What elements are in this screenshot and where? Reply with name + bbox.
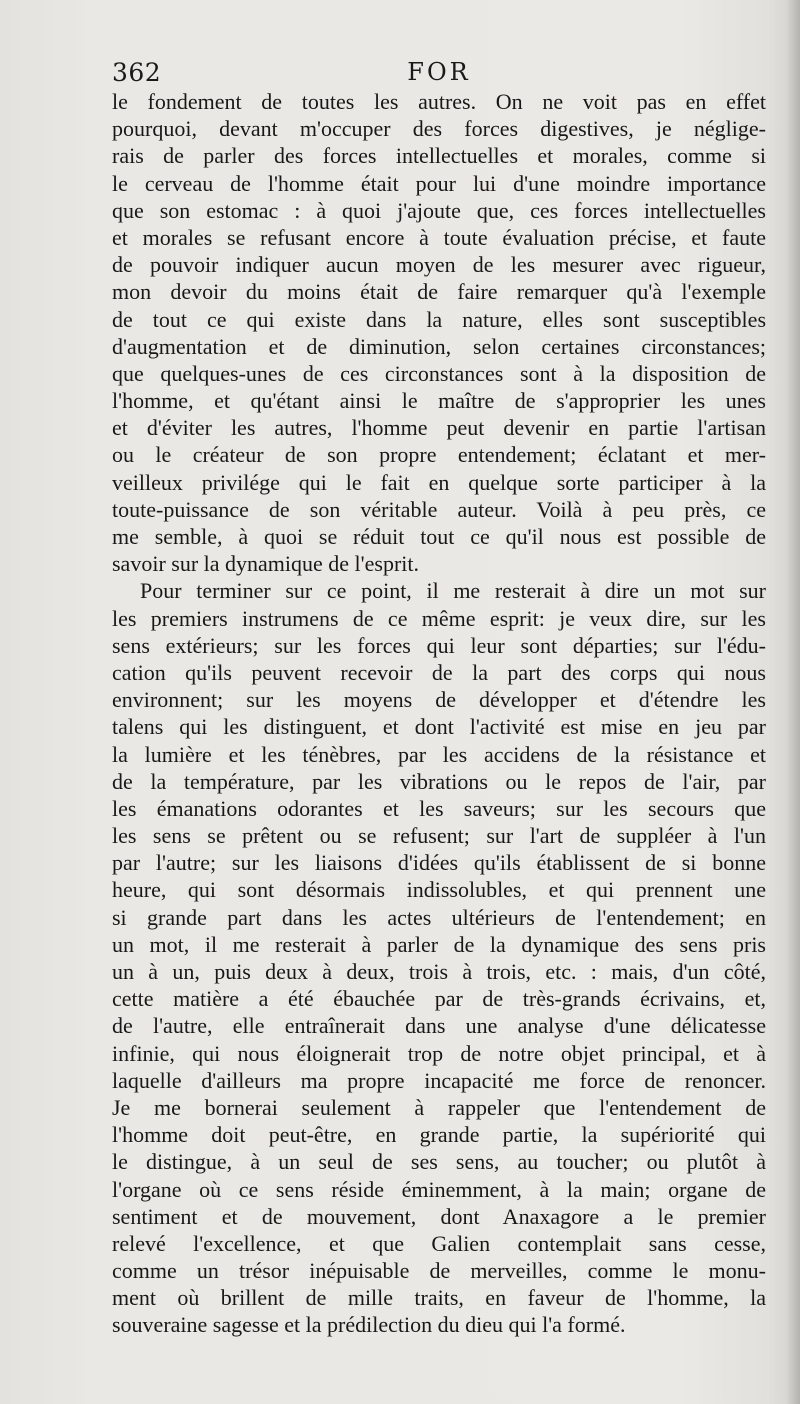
text-line: la lumière et les ténèbres, par les accidens de la résistance et bbox=[112, 741, 766, 767]
text-line: par l'autre; sur les liaisons d'idées qu'ils établissent de si bonne bbox=[112, 850, 766, 876]
text-line: rais de parler des forces intellectuelles et morales, comme si bbox=[112, 143, 766, 169]
text-line: l'organe où ce sens réside éminemment, à la main; organe de bbox=[112, 1176, 766, 1202]
text-line: que son estomac : à quoi j'ajoute que, ces forces intellectuelles bbox=[112, 197, 766, 223]
text-line: les sens se prêtent ou se refusent; sur l'art de suppléer à l'un bbox=[112, 823, 766, 849]
text-line: veilleux privilége qui le fait en quelque sorte participer à la bbox=[112, 469, 766, 495]
text-line: relevé l'excellence, et que Galien contemplait sans cesse, bbox=[112, 1230, 766, 1256]
text-line: et d'éviter les autres, l'homme peut devenir en partie l'artisan bbox=[112, 415, 766, 441]
text-line: si grande part dans les actes ultérieurs de l'entendement; en bbox=[112, 904, 766, 930]
text-line: l'homme doit peut-être, en grande partie, la supériorité qui bbox=[112, 1122, 766, 1148]
text-line: le cerveau de l'homme était pour lui d'une moindre importance bbox=[112, 170, 766, 196]
text-line: environnent; sur les moyens de développer et d'étendre les bbox=[112, 687, 766, 713]
text-line: Je me bornerai seulement à rappeler que l'entendement de bbox=[112, 1094, 766, 1120]
text-line: les premiers instrumens de ce même esprit: je veux dire, sur les bbox=[112, 605, 766, 631]
text-line: talens qui les distinguent, et dont l'activité est mise en jeu par bbox=[112, 714, 766, 740]
text-line: toute-puissance de son véritable auteur. Voilà à peu près, ce bbox=[112, 496, 766, 522]
text-line: heure, qui sont désormais indissolubles, et qui prennent une bbox=[112, 877, 766, 903]
text-line: laquelle d'ailleurs ma propre incapacité me force de renoncer. bbox=[112, 1067, 766, 1093]
text-line: sentiment et de mouvement, dont Anaxagore a le premier bbox=[112, 1203, 766, 1229]
text-line: un mot, il me resterait à parler de la dynamique des sens pris bbox=[112, 931, 766, 957]
text-line: sens extérieurs; sur les forces qui leur sont départies; sur l'édu- bbox=[112, 632, 766, 658]
text-line: Pour terminer sur ce point, il me resterait à dire un mot sur bbox=[140, 578, 766, 604]
text-line: cette matière a été ébauchée par de très-grands écrivains, et, bbox=[112, 986, 766, 1012]
paragraph-1 bbox=[112, 88, 766, 577]
text-line: le distingue, à un seul de ses sens, au toucher; ou plutôt à bbox=[112, 1149, 766, 1175]
text-line: un à un, puis deux à deux, trois à trois, etc. : mais, d'un côté, bbox=[112, 959, 766, 984]
text-line: cation qu'ils peuvent recevoir de la part des corps qui nous bbox=[112, 659, 766, 685]
paragraph-2 bbox=[112, 577, 766, 1338]
text-line: l'homme, et qu'étant ainsi le maître de s'approprier les unes bbox=[112, 388, 766, 414]
page-number: 362 bbox=[112, 58, 162, 87]
text-line: mon devoir du moins était de faire remarquer qu'à l'exemple bbox=[112, 279, 766, 305]
text-line: les émanations odorantes et les saveurs; sur les secours que bbox=[112, 795, 766, 821]
text-line: pourquoi, devant m'occuper des forces digestives, je néglige- bbox=[112, 116, 766, 142]
text-line: de la température, par les vibrations ou le repos de l'air, par bbox=[112, 768, 766, 794]
page-edge-shadow bbox=[786, 0, 800, 1404]
text-line: ment où brillent de mille traits, en faveur de l'homme, la bbox=[112, 1285, 766, 1311]
text-line: de pouvoir indiquer aucun moyen de les mesurer avec rigueur, bbox=[112, 252, 766, 278]
text-line: me semble, à quoi se réduit tout ce qu'il nous est possible de bbox=[112, 524, 766, 549]
text-line: ou le créateur de son propre entendement; éclatant et mer- bbox=[112, 442, 766, 468]
text-line: savoir sur la dynamique de l'esprit. bbox=[112, 551, 420, 577]
text-line: comme un trésor inépuisable de merveilles, comme le monu- bbox=[112, 1258, 766, 1284]
text-line: d'augmentation et de diminution, selon certaines circonstances; bbox=[112, 333, 766, 359]
text-line: infinie, qui nous éloignerait trop de notre objet principal, et à bbox=[112, 1040, 766, 1066]
text-line: de tout ce qui existe dans la nature, elles sont susceptibles bbox=[112, 306, 766, 332]
running-head-title: FOR bbox=[407, 58, 471, 86]
text-line: que quelques-unes de ces circonstances sont à la disposition de bbox=[112, 360, 766, 386]
text-line: de l'autre, elle entraînerait dans une analyse d'une délicatesse bbox=[112, 1013, 766, 1039]
text-line: le fondement de toutes les autres. On ne voit pas en effet bbox=[112, 89, 766, 114]
body-text bbox=[112, 88, 766, 1339]
text-line: et morales se refusant encore à toute évaluation précise, et faute bbox=[112, 224, 766, 250]
text-line: souveraine sagesse et la prédilection du dieu qui l'a formé. bbox=[112, 1312, 626, 1338]
